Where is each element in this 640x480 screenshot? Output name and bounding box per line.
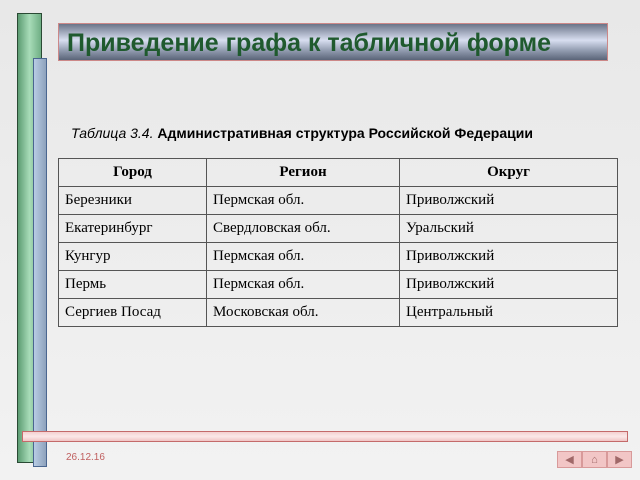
table-row — [59, 187, 618, 215]
cell: Центральный — [400, 299, 618, 327]
cell: Приволжский — [400, 243, 618, 271]
home-button[interactable] — [582, 451, 607, 468]
header-city: Город — [59, 159, 207, 187]
data-table — [58, 158, 618, 327]
table-row — [59, 215, 618, 243]
header-region: Регион — [207, 159, 400, 187]
title-bar — [58, 23, 608, 61]
cell: Уральский — [400, 215, 618, 243]
cell: Пермь — [59, 271, 207, 299]
table-row — [59, 271, 618, 299]
caption-text: Административная структура Российской Федерации — [157, 125, 533, 141]
slide-navigation — [557, 451, 632, 468]
table-caption — [71, 125, 533, 141]
footer-bar — [22, 431, 628, 442]
cell: Свердловская обл. — [207, 215, 400, 243]
cell: Приволжский — [400, 187, 618, 215]
cell: Екатеринбург — [59, 215, 207, 243]
next-slide-button[interactable] — [607, 451, 632, 468]
cell: Пермская обл. — [207, 271, 400, 299]
slide-date: 26.12.16 — [66, 452, 105, 463]
cell: Сергиев Посад — [59, 299, 207, 327]
cell: Пермская обл. — [207, 187, 400, 215]
caption-label: Таблица 3.4. — [71, 125, 154, 141]
table-row — [59, 299, 618, 327]
cell: Приволжский — [400, 271, 618, 299]
triangle-left-icon: ◀ — [565, 454, 574, 466]
cell: Московская обл. — [207, 299, 400, 327]
table-row — [59, 243, 618, 271]
table-header-row — [59, 159, 618, 187]
cell: Березники — [59, 187, 207, 215]
header-district: Округ — [400, 159, 618, 187]
cell: Пермская обл. — [207, 243, 400, 271]
decor-bar-blue — [33, 58, 47, 467]
cell: Кунгур — [59, 243, 207, 271]
home-icon: ⌂ — [591, 453, 598, 466]
triangle-right-icon: ▶ — [615, 454, 624, 466]
prev-slide-button[interactable] — [557, 451, 582, 468]
slide-title: Приведение графа к табличной форме — [67, 29, 551, 57]
